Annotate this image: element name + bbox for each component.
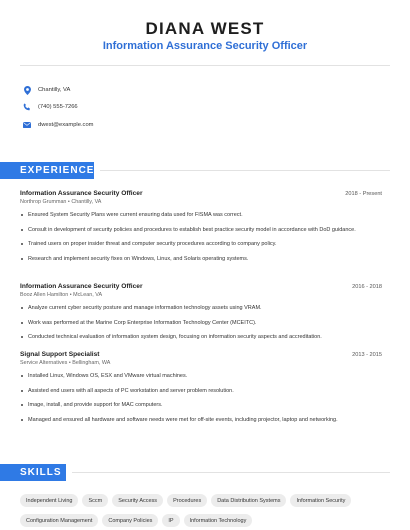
experience-rule bbox=[100, 170, 390, 171]
job-entry bbox=[20, 283, 382, 348]
bullet-item: Managed and ensured all hardware and software needs were met for off-site events, including projector, laptop and networking. bbox=[20, 416, 382, 424]
job-title-headline: Information Assurance Security Officer bbox=[102, 40, 308, 52]
bullet-item: Conducted technical evaluation of information system design, focusing on information security aspects and accreditation. bbox=[20, 333, 382, 341]
bullet-item: Image, install, and provide support for MAC computers. bbox=[20, 401, 382, 409]
location-pin-icon bbox=[22, 84, 32, 96]
skill-chip: IP bbox=[162, 514, 179, 527]
bullet-item: Assisted end users with all aspects of PC workstation and server problem resolution. bbox=[20, 387, 382, 395]
skills-list bbox=[20, 494, 390, 530]
contact-email bbox=[22, 119, 94, 131]
skill-chip: Procedures bbox=[167, 494, 207, 507]
job-entry bbox=[20, 190, 382, 269]
skill-chip: Information Security bbox=[290, 494, 351, 507]
job-entry-bullets bbox=[20, 211, 382, 263]
job-entry-title: Signal Support Specialist bbox=[20, 351, 100, 358]
job-entry-company: Service Alternatives • Bellingham, WA bbox=[20, 360, 111, 366]
header-divider bbox=[20, 65, 390, 66]
bullet-item: Work was performed at the Marine Corp Enterprise Information Technology Center (MCEITC). bbox=[20, 319, 382, 327]
job-entry-company: Northrop Grumman • Chantilly, VA bbox=[20, 199, 102, 205]
phone-icon bbox=[22, 101, 32, 113]
contact-phone-text: (740) 555-7266 bbox=[38, 104, 78, 110]
skill-chip: Data Distribution Systems bbox=[211, 494, 286, 507]
bullet-item: Trained users on proper insider threat and computer security procedures according to company policy. bbox=[20, 240, 382, 248]
skills-rule bbox=[72, 472, 390, 473]
job-entry bbox=[20, 351, 382, 430]
experience-heading: EXPERIENCE bbox=[0, 162, 94, 179]
contact-location-text: Chantilly, VA bbox=[38, 87, 71, 93]
job-entry-bullets bbox=[20, 372, 382, 424]
skill-chip: Security Access bbox=[112, 494, 163, 507]
bullet-item: Research and implement security fixes on Windows, Linux, and Solaris operating systems. bbox=[20, 255, 382, 263]
skills-heading: SKILLS bbox=[0, 464, 66, 481]
job-entry-title: Information Assurance Security Officer bbox=[20, 283, 143, 290]
bullet-item: Ensured System Security Plans were current ensuring data used for FISMA was correct. bbox=[20, 211, 382, 219]
job-entry-dates: 2018 - Present bbox=[345, 191, 382, 197]
job-entry-dates: 2016 - 2018 bbox=[352, 284, 382, 290]
candidate-name: DIANA WEST bbox=[145, 19, 265, 38]
email-icon bbox=[22, 119, 32, 131]
skill-chip: Independent Living bbox=[20, 494, 78, 507]
skill-chip: Sccm bbox=[82, 494, 108, 507]
skill-chip: Company Policies bbox=[102, 514, 158, 527]
contact-phone bbox=[22, 101, 78, 113]
skill-chip: Configuration Management bbox=[20, 514, 98, 527]
job-entry-company: Booz Allen Hamilton • McLean, VA bbox=[20, 292, 103, 298]
bullet-item: Analyze current cyber security posture and manage information technology assets using VRAM. bbox=[20, 304, 382, 312]
skill-chip: Information Technology bbox=[184, 514, 253, 527]
job-entry-title: Information Assurance Security Officer bbox=[20, 190, 143, 197]
bullet-item: Installed Linux, Windows OS, ESX and VMware virtual machines. bbox=[20, 372, 382, 380]
contact-email-text: dwest@example.com bbox=[38, 122, 94, 128]
bullet-item: Consult in development of security policies and procedures to establish best practice security model in accordance with DoD guidance. bbox=[20, 226, 382, 234]
job-entry-bullets bbox=[20, 304, 382, 341]
contact-location bbox=[22, 84, 70, 96]
job-entry-dates: 2013 - 2015 bbox=[352, 352, 382, 358]
